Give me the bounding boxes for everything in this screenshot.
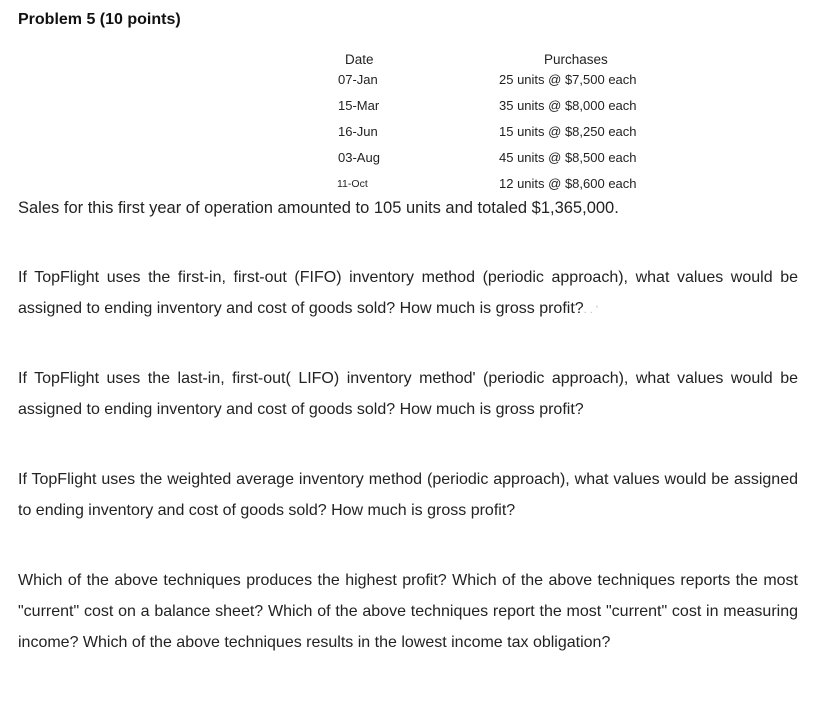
table-row — [0, 72, 823, 92]
row-purchase: 25 units @ $7,500 each — [499, 72, 637, 87]
question-fifo — [18, 262, 798, 326]
question-text: If TopFlight uses the first-in, first-out (FIFO) inventory method (periodic approach), what values would be assigned to ending inventory and cost of goods sold? How much is gross profit? — [18, 269, 798, 317]
stray-marks: . . ' — [583, 304, 598, 316]
question-comparison: Which of the above techniques produces the highest profit? Which of the above techniques reports the most "current" cost on a balance sheet? Which of the above techniques report the most "current" cost in measuring income? Which of the above techniques results in the lowest income tax obligation? — [18, 572, 798, 651]
purchases-column-header: Purchases — [544, 52, 608, 67]
table-row — [0, 150, 823, 170]
table-row — [0, 98, 823, 118]
table-row — [0, 124, 823, 144]
row-date: 11-Oct — [337, 178, 368, 190]
question-weighted-average: If TopFlight uses the weighted average inventory method (periodic approach), what values would be assigned to ending inventory and cost of goods sold? How much is gross profit? — [18, 471, 798, 519]
question-lifo: If TopFlight uses the last-in, first-out( LIFO) inventory method' (periodic approach), what values would be assigned to ending inventory and cost of goods sold? How much is gross profit? — [18, 370, 798, 418]
row-date: 16-Jun — [338, 124, 378, 139]
row-purchase: 15 units @ $8,250 each — [499, 124, 637, 139]
row-purchase: 35 units @ $8,000 each — [499, 98, 637, 113]
row-purchase: 12 units @ $8,600 each — [499, 176, 637, 191]
sales-statement: Sales for this first year of operation amounted to 105 units and totaled $1,365,000. — [18, 199, 619, 217]
row-date: 03-Aug — [338, 150, 380, 165]
row-date: 07-Jan — [338, 72, 378, 87]
date-column-header: Date — [345, 52, 374, 67]
row-date: 15-Mar — [338, 98, 380, 113]
problem-title: Problem 5 (10 points) — [18, 11, 181, 28]
row-purchase: 45 units @ $8,500 each — [499, 150, 637, 165]
